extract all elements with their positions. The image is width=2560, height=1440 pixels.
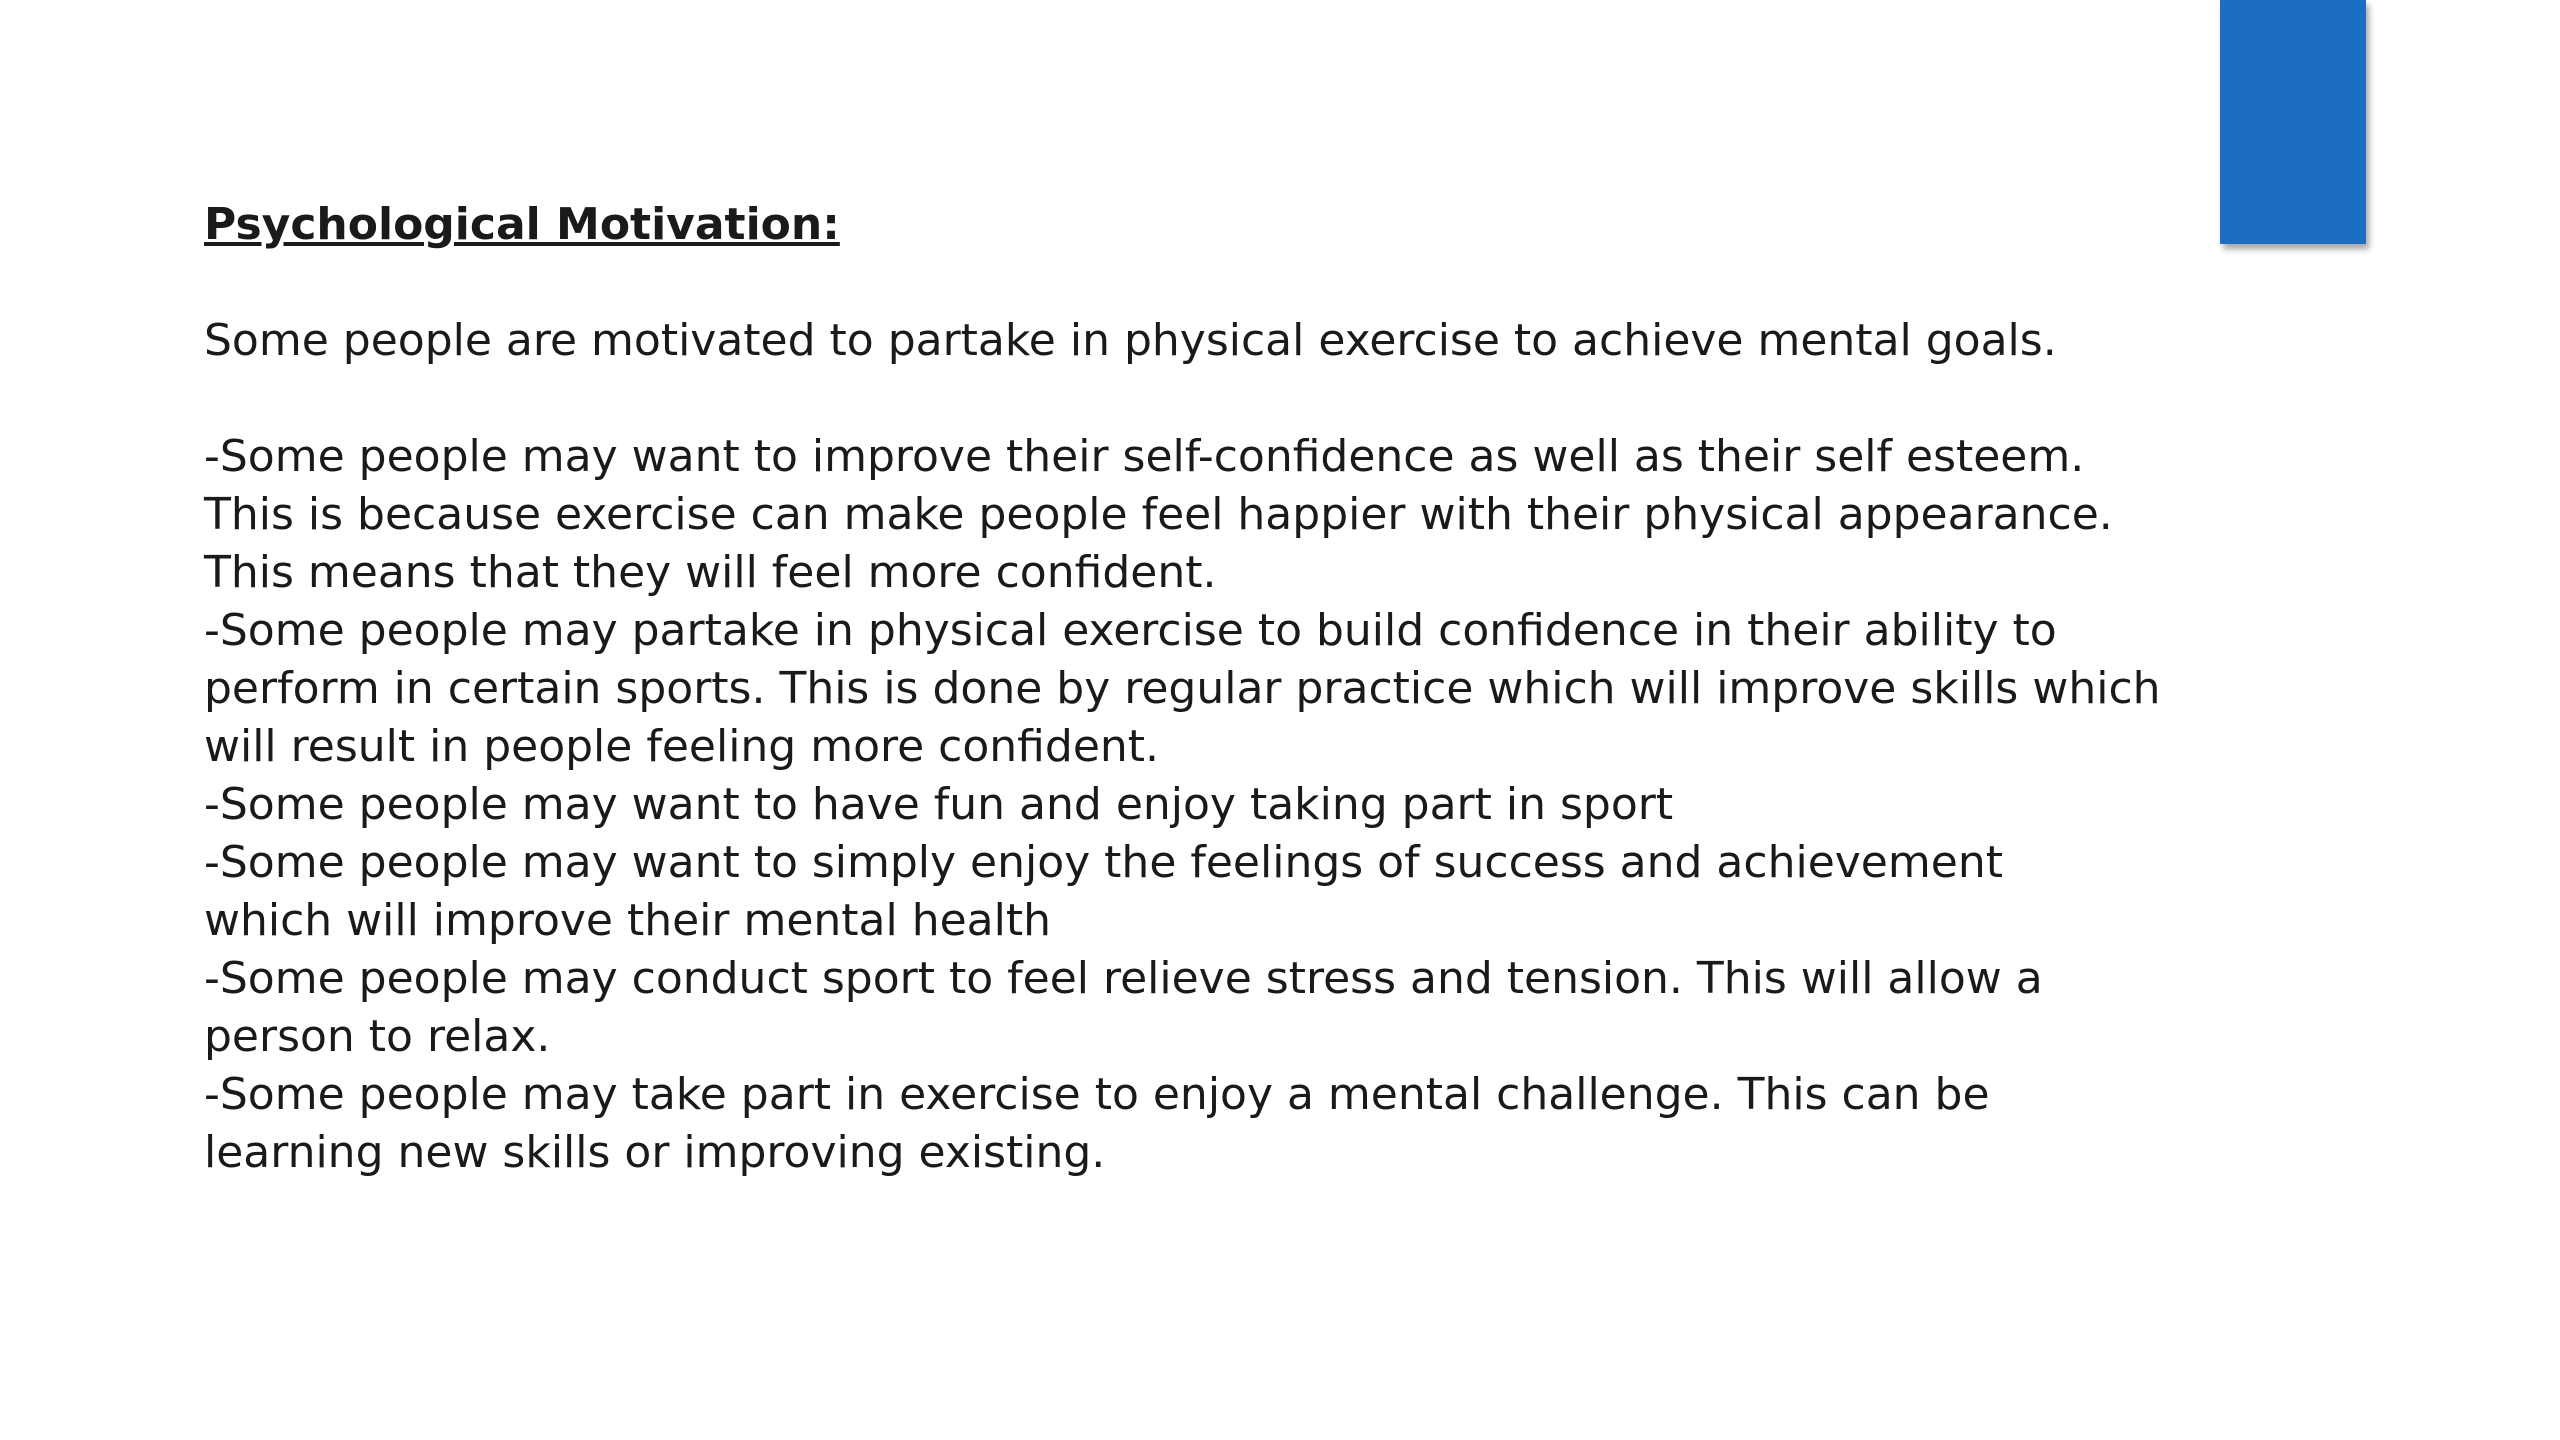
spacer bbox=[204, 370, 2324, 428]
text-line: person to relax. bbox=[204, 1011, 551, 1062]
text-line: This means that they will feel more confident. bbox=[204, 547, 1217, 598]
text-line: -Some people may conduct sport to feel relieve stress and tension. This will allow a bbox=[204, 953, 2043, 1004]
text-line: perform in certain sports. This is done by regular practice which will improve skills which bbox=[204, 663, 2161, 714]
slide-heading: Psychological Motivation: bbox=[204, 199, 840, 250]
text-line: -Some people may partake in physical exercise to build confidence in their ability to bbox=[204, 605, 2057, 656]
text-line: -Some people may want to simply enjoy the feelings of success and achievement bbox=[204, 837, 2003, 888]
text-line: will result in people feeling more confident. bbox=[204, 721, 1160, 772]
slide-body bbox=[204, 196, 2324, 1182]
text-line: -Some people may want to improve their self-confidence as well as their self esteem. bbox=[204, 431, 2085, 482]
text-line: This is because exercise can make people feel happier with their physical appearance. bbox=[204, 489, 2113, 540]
text-line: which will improve their mental health bbox=[204, 895, 1051, 946]
text-line: learning new skills or improving existing. bbox=[204, 1127, 1106, 1178]
text-line: -Some people may take part in exercise to enjoy a mental challenge. This can be bbox=[204, 1069, 1990, 1120]
intro-paragraph: Some people are motivated to partake in physical exercise to achieve mental goals. bbox=[204, 315, 2057, 366]
spacer bbox=[204, 254, 2324, 312]
text-line: -Some people may want to have fun and enjoy taking part in sport bbox=[204, 779, 1674, 830]
bullet-text-block bbox=[204, 428, 2324, 1182]
